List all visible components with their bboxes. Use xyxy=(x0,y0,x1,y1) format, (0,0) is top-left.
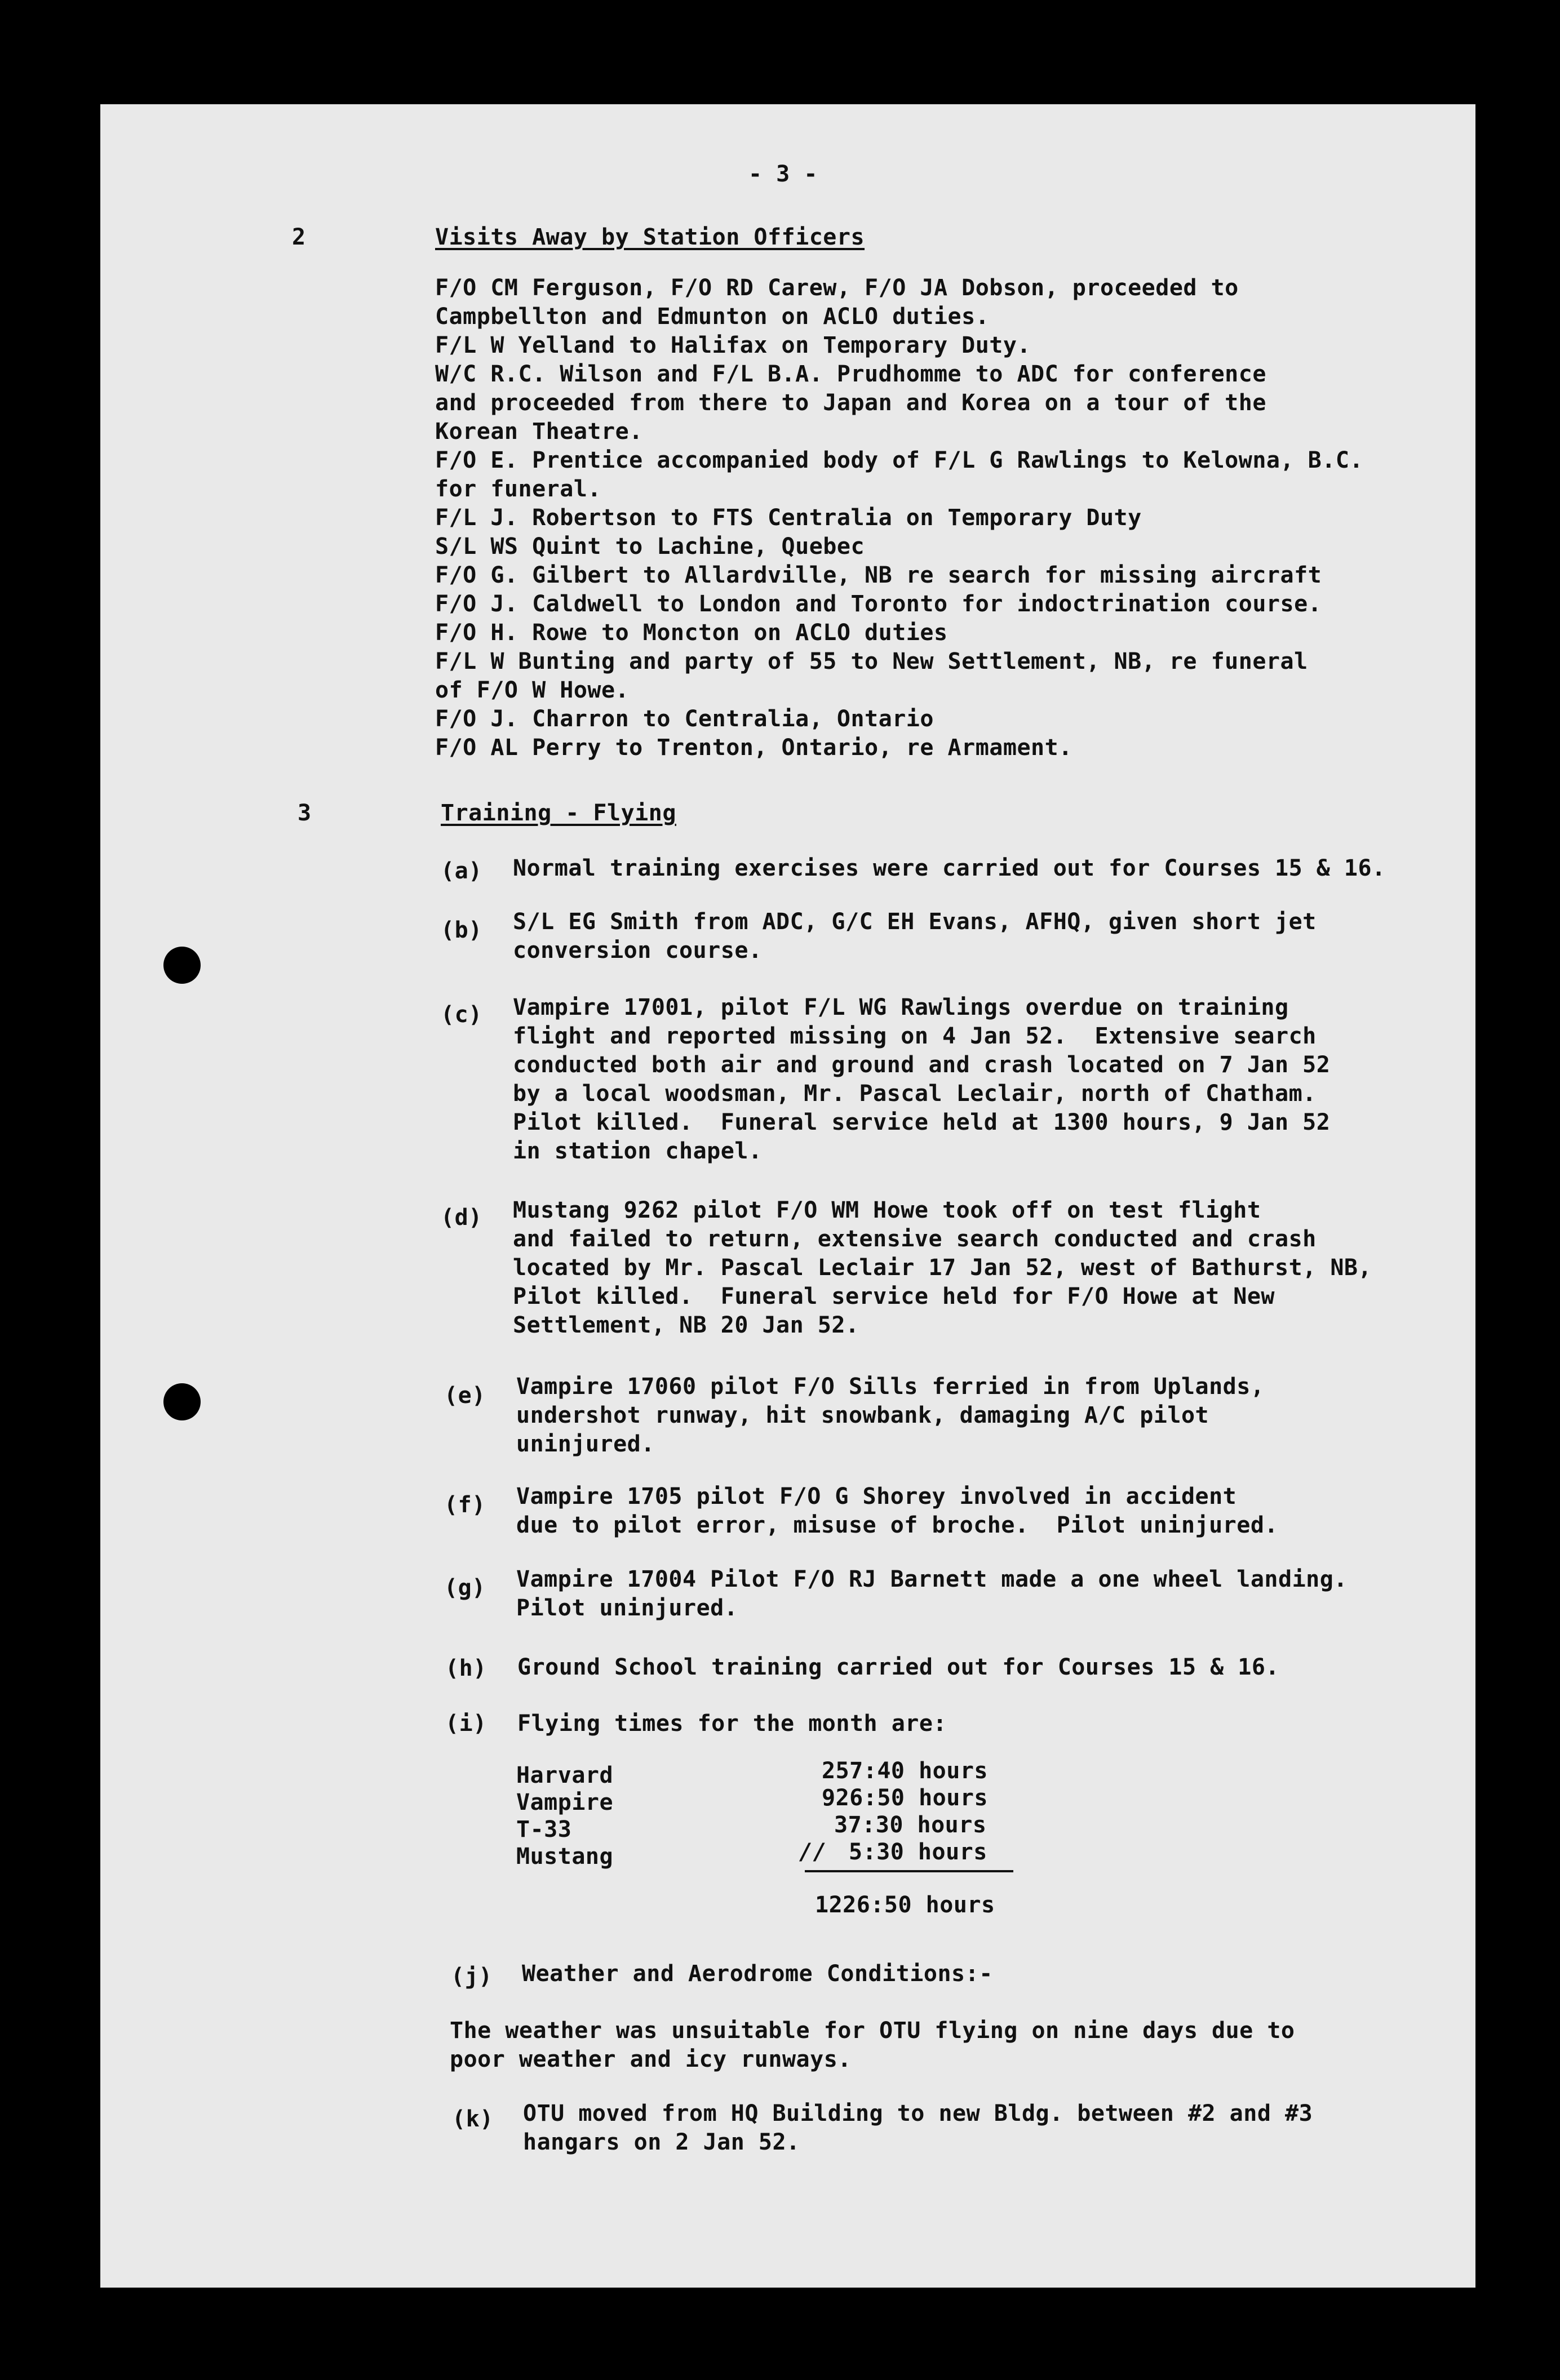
visits-line: F/O J. Caldwell to London and Toronto for indoctrination course. xyxy=(435,591,1322,617)
item-text: Vampire 17001, pilot F/L WG Rawlings overdue on training xyxy=(513,994,1289,1020)
visits-line: F/L W Yelland to Halifax on Temporary Duty. xyxy=(435,332,1031,358)
flying-times-aircraft: T-33 xyxy=(516,1817,572,1842)
flying-times-hours: 257:40 hours xyxy=(822,1758,988,1784)
item-label: (g) xyxy=(444,1575,486,1601)
flying-times-aircraft: Vampire xyxy=(516,1790,614,1815)
weather-heading: Weather and Aerodrome Conditions:- xyxy=(522,1961,993,1987)
item-label: (b) xyxy=(441,917,482,943)
item-text: uninjured. xyxy=(516,1431,655,1457)
move-text: OTU moved from HQ Building to new Bldg. between #2 and #3 xyxy=(523,2101,1313,2126)
visits-line: F/O J. Charron to Centralia, Ontario xyxy=(435,706,934,732)
item-text: Pilot killed. Funeral service held for F/O Howe at New xyxy=(513,1284,1275,1309)
visits-line: F/O G. Gilbert to Allardville, NB re search for missing aircraft xyxy=(435,562,1322,588)
section-heading-visits: Visits Away by Station Officers xyxy=(435,224,865,250)
page-number: - 3 - xyxy=(748,161,818,187)
flying-times-hours: 5:30 hours xyxy=(849,1839,987,1865)
visits-line: for funeral. xyxy=(435,476,601,502)
item-label: (h) xyxy=(445,1655,487,1681)
item-label: (a) xyxy=(441,858,482,884)
move-text: hangars on 2 Jan 52. xyxy=(523,2129,800,2155)
item-text: Ground School training carried out for Courses 15 & 16. xyxy=(517,1654,1280,1680)
weather-text: The weather was unsuitable for OTU flying on nine days due to xyxy=(450,2018,1295,2044)
item-label: (k) xyxy=(452,2106,494,2132)
visits-line: F/O AL Perry to Trenton, Ontario, re Armament. xyxy=(435,735,1072,761)
visits-line: F/L W Bunting and party of 55 to New Settlement, NB, re funeral xyxy=(435,649,1308,674)
visits-line: F/O H. Rowe to Moncton on ACLO duties xyxy=(435,620,948,646)
document-page xyxy=(100,104,1475,2288)
item-text: conducted both air and ground and crash located on 7 Jan 52 xyxy=(513,1052,1331,1078)
item-text: conversion course. xyxy=(513,938,763,963)
item-text: Mustang 9262 pilot F/O WM Howe took off on test flight xyxy=(513,1197,1261,1223)
item-label: (e) xyxy=(444,1383,486,1409)
flying-times-aircraft: Mustang xyxy=(516,1844,614,1870)
item-text: located by Mr. Pascal Leclair 17 Jan 52, west of Bathurst, NB, xyxy=(513,1255,1372,1281)
item-text: Flying times for the month are: xyxy=(517,1711,947,1737)
item-text: by a local woodsman, Mr. Pascal Leclair, north of Chatham. xyxy=(513,1081,1317,1107)
visits-line: S/L WS Quint to Lachine, Quebec xyxy=(435,534,865,560)
item-text: S/L EG Smith from ADC, G/C EH Evans, AFHQ, given short jet xyxy=(513,909,1317,935)
flying-times-total: 1226:50 hours xyxy=(815,1892,995,1918)
visits-line: Korean Theatre. xyxy=(435,419,643,445)
total-rule xyxy=(805,1870,1013,1872)
visits-line: F/O E. Prentice accompanied body of F/L G Rawlings to Kelowna, B.C. xyxy=(435,447,1363,473)
section-number: 3 xyxy=(298,800,312,826)
item-label: (c) xyxy=(441,1002,482,1028)
item-text: Vampire 17060 pilot F/O Sills ferried in from Uplands, xyxy=(516,1374,1265,1400)
item-text: undershot runway, hit snowbank, damaging A/C pilot xyxy=(516,1402,1209,1428)
item-text: Settlement, NB 20 Jan 52. xyxy=(513,1312,859,1338)
item-text: Vampire 1705 pilot F/O G Shorey involved in accident xyxy=(516,1484,1237,1509)
item-text: Pilot uninjured. xyxy=(516,1595,738,1621)
item-text: flight and reported missing on 4 Jan 52. Extensive search xyxy=(513,1023,1317,1049)
item-text: due to pilot error, misuse of broche. Pilot uninjured. xyxy=(516,1512,1279,1538)
visits-line: of F/O W Howe. xyxy=(435,677,630,703)
punch-hole xyxy=(163,947,201,984)
item-text: Normal training exercises were carried out for Courses 15 & 16. xyxy=(513,855,1386,881)
item-label: (i) xyxy=(445,1711,487,1737)
visits-line: W/C R.C. Wilson and F/L B.A. Prudhomme to ADC for conference xyxy=(435,361,1266,387)
item-label: (j) xyxy=(451,1964,493,1990)
flying-times-aircraft: Harvard xyxy=(516,1762,614,1788)
item-text: and failed to return, extensive search conducted and crash xyxy=(513,1226,1317,1252)
visits-line: and proceeded from there to Japan and Korea on a tour of the xyxy=(435,390,1266,416)
item-text: in station chapel. xyxy=(513,1138,763,1164)
visits-line: F/O CM Ferguson, F/O RD Carew, F/O JA Dobson, proceeded to xyxy=(435,275,1239,301)
item-label: (d) xyxy=(441,1205,482,1231)
item-text: Pilot killed. Funeral service held at 1300 hours, 9 Jan 52 xyxy=(513,1109,1331,1135)
section-number: 2 xyxy=(292,224,306,250)
punch-hole xyxy=(163,1383,201,1420)
item-label: (f) xyxy=(444,1492,486,1518)
section-heading-training: Training - Flying xyxy=(441,800,676,826)
visits-line: F/L J. Robertson to FTS Centralia on Temporary Duty xyxy=(435,505,1142,531)
visits-line: Campbellton and Edmunton on ACLO duties. xyxy=(435,304,990,330)
total-mark: // xyxy=(799,1839,827,1865)
flying-times-hours: 37:30 hours xyxy=(834,1812,987,1838)
flying-times-hours: 926:50 hours xyxy=(822,1785,988,1811)
item-text: Vampire 17004 Pilot F/O RJ Barnett made a one wheel landing. xyxy=(516,1566,1348,1592)
weather-text: poor weather and icy runways. xyxy=(450,2046,852,2072)
